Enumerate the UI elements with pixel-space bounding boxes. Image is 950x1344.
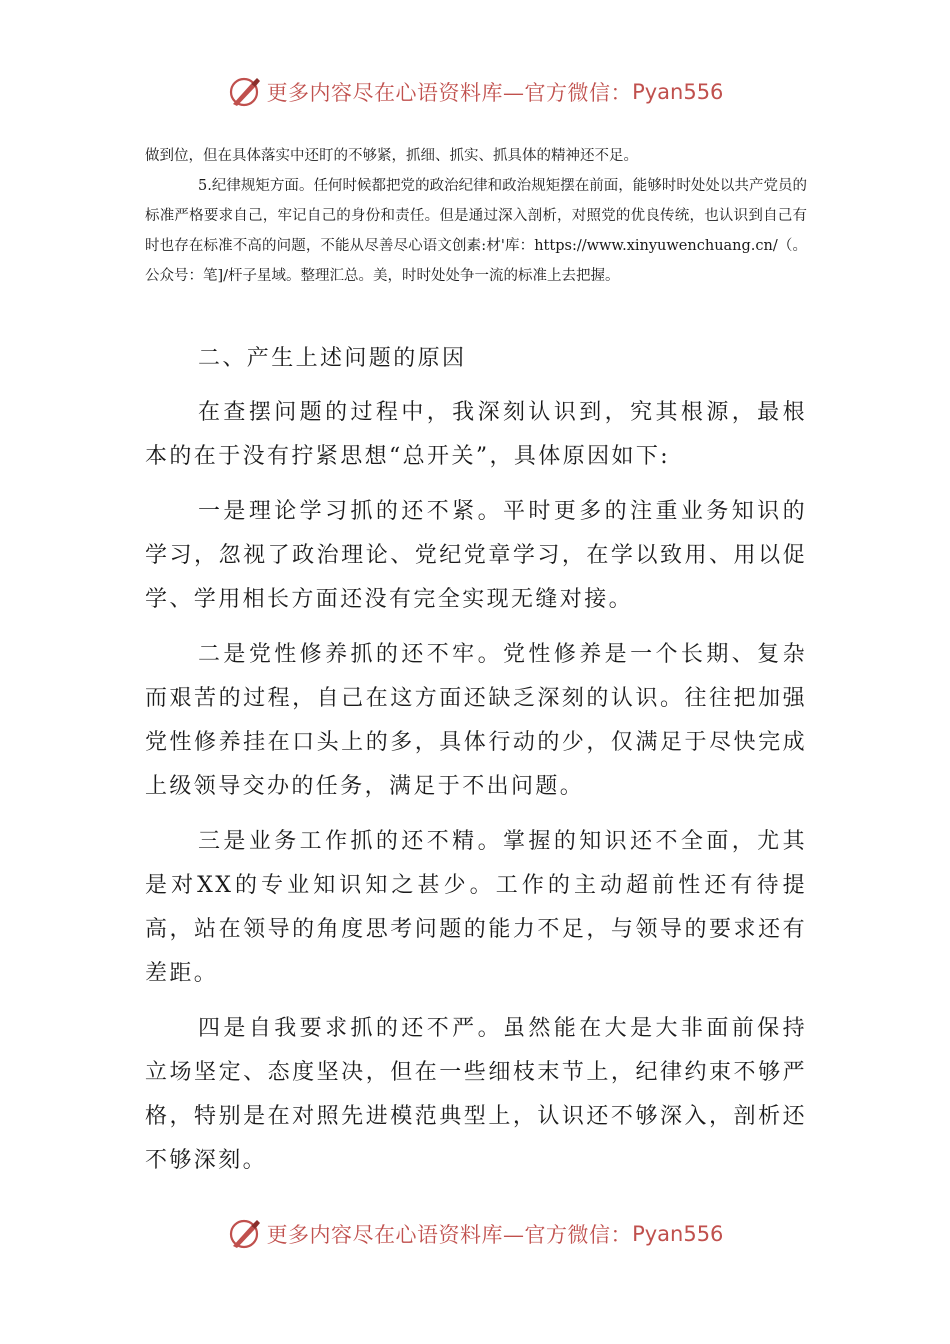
- header-banner-text: 更多内容尽在心语资料库—官方微信：: [266, 81, 633, 105]
- paragraph-discipline: 5.纪律规矩方面。任何时候都把党的政治纪律和政治规矩摆在前面，能够时时处处以共产党员的标准严格要求自己，牢记自己的身份和责任。但是通过深入剖析，对照党的优良传统，也认识到自己有时也存在标准不高的问题，不能从尽善尽心语文创素:材'库：https://www.xinyuwenchuang.cn/（。公众号：笔]/杆子星域。整理汇总。美，时时处处争一流的标准上去把握。: [145, 178, 807, 284]
- footer-banner-text: 更多内容尽在心语资料库—官方微信：: [266, 1223, 633, 1247]
- footer-wechat-id: Pyan556: [632, 1222, 724, 1246]
- paragraph-reason-1: 一是理论学习抓的还不紧。平时更多的注重业务知识的学习，忽视了政治理论、党纪党章学习，在学以致用、用以促学、学用相长方面还没有完全实现无缝对接。: [145, 499, 807, 612]
- paragraph-intro: 在查摆问题的过程中，我深刻认识到，究其根源，最根本的在于没有拧紧思想“总开关”，具体原因如下:: [145, 400, 807, 469]
- paragraph-continuation: 做到位，但在具体落实中还盯的不够紧，抓细、抓实、抓具体的精神还不足。: [145, 148, 638, 164]
- paragraph-reason-2: 二是党性修养抓的还不牢。党性修养是一个长期、复杂而艰苦的过程，自己在这方面还缺乏深刻的认识。往往把加强党性修养挂在口头上的多，具体行动的少，仅满足于尽快完成上级领导交办的任务，满足于不出问题。: [145, 642, 807, 799]
- small-text-block: [145, 141, 807, 291]
- footer-banner: [0, 1214, 950, 1254]
- pen-logo-icon: [227, 1216, 263, 1252]
- section-heading: 二、产生上述问题的原因: [198, 346, 467, 371]
- pen-logo-icon: [227, 74, 263, 110]
- main-text-block: [145, 337, 807, 1194]
- header-wechat-id: Pyan556: [632, 80, 724, 104]
- paragraph-reason-4: 四是自我要求抓的还不严。虽然能在大是大非面前保持立场坚定、态度坚决，但在一些细枝末节上，纪律约束不够严格，特别是在对照先进模范典型上，认识还不够深入，剖析还不够深刻。: [145, 1016, 807, 1173]
- paragraph-reason-3: 三是业务工作抓的还不精。掌握的知识还不全面，尤其是对XX的专业知识知之甚少。工作的主动超前性还有待提高，站在领导的角度思考问题的能力不足，与领导的要求还有差距。: [145, 829, 807, 986]
- header-banner: [0, 72, 950, 112]
